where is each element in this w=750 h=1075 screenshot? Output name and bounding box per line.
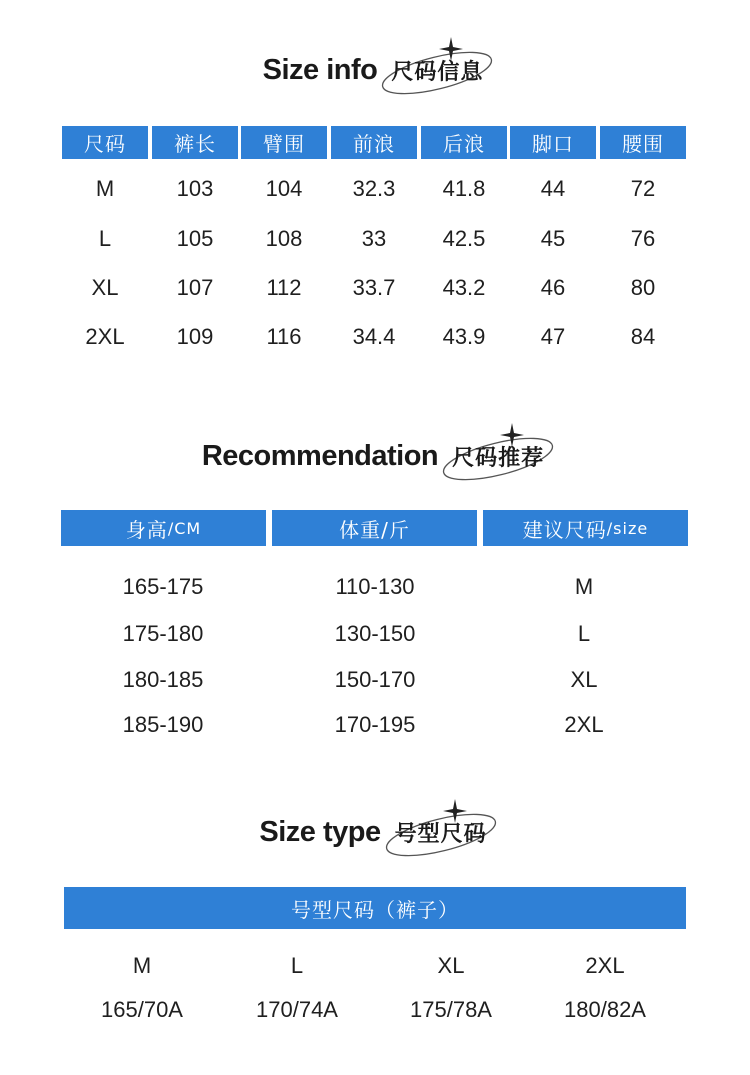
size-info-cell: 2XL	[85, 324, 125, 349]
recommendation-cell: XL	[570, 667, 598, 692]
size-info-header-cell: 脚口	[510, 126, 596, 159]
recommendation-title-cn: 尺码推荐	[452, 445, 545, 471]
size-info-cell: 112	[266, 275, 302, 300]
size-info-heading	[0, 50, 750, 90]
size-info-cell: 103	[176, 176, 214, 201]
size-type-title-cn: 号型尺码	[394, 821, 487, 847]
recommendation-cell: M	[574, 574, 594, 599]
size-info-cell: 109	[176, 324, 214, 349]
recommendation-header-unit: /CM	[167, 518, 202, 538]
recommendation-header-cell	[61, 510, 266, 546]
recommendation-title-cn-wrap	[448, 441, 548, 472]
recommendation-heading	[0, 436, 750, 476]
size-type-code-cell: 180/82A	[564, 997, 646, 1022]
size-info-cell: 41.8	[442, 176, 486, 201]
recommendation-cell: 185-190	[122, 712, 204, 737]
size-info-cell: 43.2	[442, 275, 486, 300]
size-info-header-cell: 腰围	[600, 126, 686, 159]
recommendation-cell: 2XL	[564, 712, 604, 737]
recommendation-header-main: 建议尺码	[522, 517, 607, 542]
size-type-code-cell: 170/74A	[256, 997, 338, 1022]
size-info-cell: 76	[630, 226, 656, 251]
size-info-cell: 33	[361, 226, 387, 251]
size-info-cell: 46	[540, 275, 566, 300]
size-info-cell: XL	[91, 275, 119, 300]
size-type-size-cell: L	[290, 953, 304, 978]
size-type-title-cn-wrap	[391, 817, 491, 848]
size-info-cell: 104	[265, 176, 303, 201]
size-type-heading	[0, 812, 750, 852]
size-info-cell: 84	[630, 324, 656, 349]
size-info-header-cell: 尺码	[62, 126, 148, 159]
recommendation-header-main: 身高	[125, 517, 168, 542]
size-info-cell: 116	[266, 324, 302, 349]
size-type-title-en: Size type	[259, 815, 381, 848]
recommendation-cell: 180-185	[122, 667, 204, 692]
size-info-title-en: Size info	[262, 53, 378, 86]
size-type-size-cell: M	[132, 953, 152, 978]
size-type-size-cell: 2XL	[585, 953, 625, 978]
recommendation-title-en: Recommendation	[201, 439, 439, 472]
recommendation-cell: 110-130	[335, 574, 415, 599]
size-info-cell: 47	[540, 324, 566, 349]
size-info-header-cell: 裤长	[152, 126, 238, 159]
size-info-cell: 33.7	[352, 275, 396, 300]
size-info-cell: 45	[540, 226, 566, 251]
size-info-cell: 107	[176, 275, 214, 300]
recommendation-header-unit: /size	[606, 518, 649, 538]
size-info-cell: 32.3	[352, 176, 396, 201]
size-info-cell: 42.5	[442, 226, 486, 251]
recommendation-cell: 165-175	[122, 574, 204, 599]
size-info-header-cell: 后浪	[421, 126, 507, 159]
recommendation-cell: 170-195	[334, 712, 416, 737]
recommendation-header-cell	[272, 510, 477, 546]
size-info-cell: M	[95, 176, 115, 201]
size-info-cell: 34.4	[352, 324, 396, 349]
recommendation-cell: 175-180	[122, 621, 204, 646]
size-info-cell: 108	[265, 226, 303, 251]
size-info-header-cell: 前浪	[331, 126, 417, 159]
size-info-title-cn: 尺码信息	[391, 59, 484, 85]
size-type-size-cell: XL	[437, 953, 465, 978]
recommendation-header-cell	[483, 510, 688, 546]
size-info-cell: 44	[540, 176, 566, 201]
size-info-cell: 80	[630, 275, 656, 300]
size-info-cell: L	[98, 226, 112, 251]
size-info-header-cell: 臂围	[241, 126, 327, 159]
recommendation-cell: L	[577, 621, 591, 646]
size-type-code-cell: 165/70A	[101, 997, 183, 1022]
size-type-header: 号型尺码（裤子）	[64, 887, 686, 929]
size-info-cell: 105	[176, 226, 214, 251]
recommendation-cell: 150-170	[334, 667, 416, 692]
size-info-cell: 72	[630, 176, 656, 201]
size-type-code-cell: 175/78A	[410, 997, 492, 1022]
size-info-title-cn-wrap	[387, 55, 487, 86]
recommendation-cell: 130-150	[334, 621, 416, 646]
size-info-cell: 43.9	[442, 324, 486, 349]
recommendation-header-main: 体重/斤	[339, 517, 410, 542]
